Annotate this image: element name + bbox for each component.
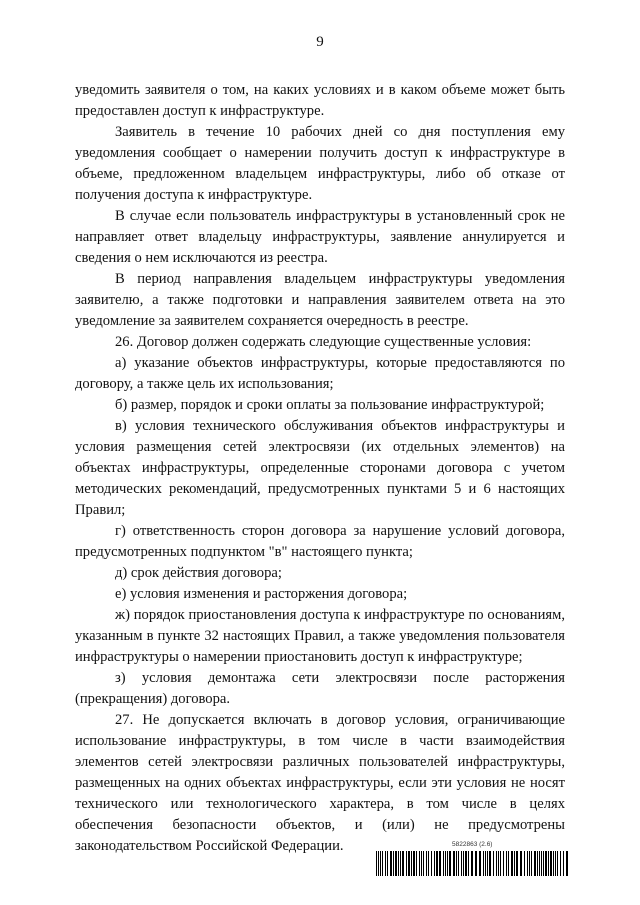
paragraph: уведомить заявителя о том, на каких условиях и в каком объеме может быть предоставлен доступ к инфраструктуре.	[75, 82, 565, 119]
paragraph: Заявитель в течение 10 рабочих дней со дня поступления ему уведомления сообщает о намерении получить доступ к инфраструктуре в объеме, предложенном владельцем инфраструктуры, либо об отказе от получения доступа к инфраструктуре.	[75, 124, 565, 203]
list-item-e: е) условия изменения и расторжения договора;	[115, 586, 408, 602]
clause-27: 27. Не допускается включать в договор условия, ограничивающие использование инфраструктуры, в том числе в части взаимодействия элементов сетей электросвязи различных пользователей инфраструктуры, размещенных на одних объектах инфраструктуры, если эти условия не носят технического или технологического характера, в том числе в целях обеспечения безопасности объектов, и (или) не предусмотрены законодательством Российской Федерации.	[75, 712, 565, 854]
list-item-v: в) условия технического обслуживания объектов инфраструктуры и условия размещения сетей электросвязи (их отдельных элементов) на объектах инфраструктуры, определенные сторонами договора с учетом методических рекомендаций, предусмотренных пунктами 5 и 6 настоящих Правил;	[75, 418, 565, 518]
list-item-d: д) срок действия договора;	[115, 565, 282, 581]
document-body	[75, 80, 565, 857]
paragraph: В период направления владельцем инфраструктуры уведомления заявителю, а также подготовки и направления заявителем ответа на это уведомление за заявителем сохраняется очередность в реестре.	[75, 271, 565, 329]
list-item-g: г) ответственность сторон договора за нарушение условий договора, предусмотренных подпунктом "в" настоящего пункта;	[75, 523, 565, 560]
clause-26-heading: 26. Договор должен содержать следующие существенные условия:	[115, 334, 532, 350]
page-number: 9	[316, 34, 324, 50]
list-item-b: б) размер, порядок и сроки оплаты за пользование инфраструктурой;	[115, 397, 545, 413]
barcode-icon	[376, 851, 569, 876]
list-item-z: з) условия демонтажа сети электросвязи после расторжения (прекращения) договора.	[75, 670, 565, 707]
list-item-a: а) указание объектов инфраструктуры, которые предоставляются по договору, а также цель их использования;	[75, 355, 565, 392]
paragraph: В случае если пользователь инфраструктуры в установленный срок не направляет ответ владельцу инфраструктуры, заявление аннулируется и сведения о нем исключаются из реестра.	[75, 208, 565, 266]
document-code: 5822863 (2.6)	[452, 841, 493, 848]
list-item-zh: ж) порядок приостановления доступа к инфраструктуре по основаниям, указанным в пункте 32 настоящих Правил, а также уведомления пользователя инфраструктуры о намерении приостановить доступ к инфраструктуре;	[75, 607, 565, 665]
